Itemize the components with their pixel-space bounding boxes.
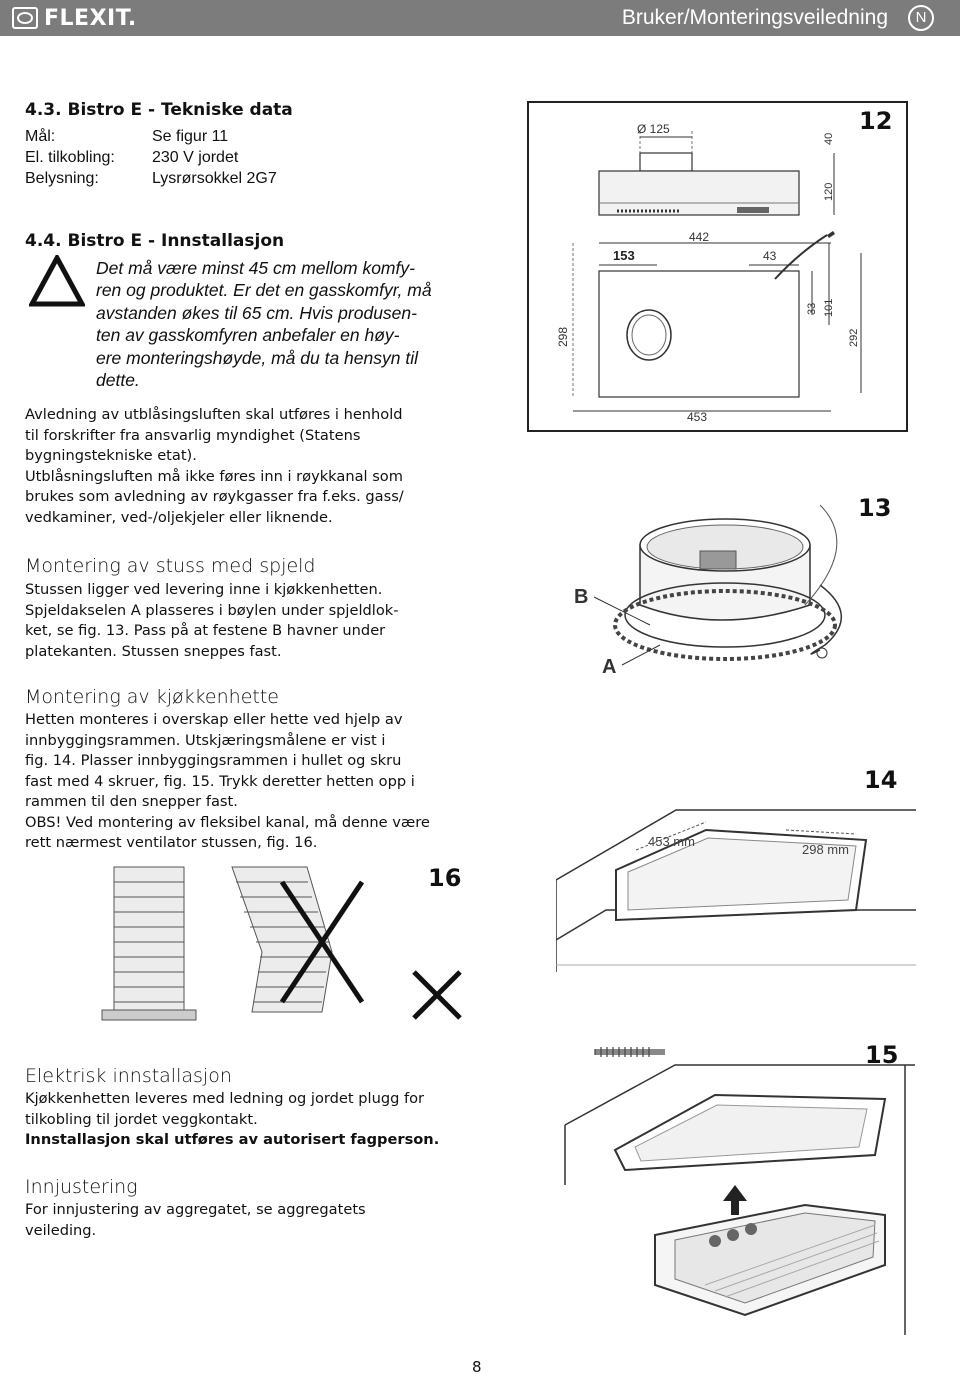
flexit-logo (12, 5, 137, 31)
dim-label: 43 (763, 249, 777, 263)
warning-line: Det må være minst 45 cm mellom komfy- (96, 258, 415, 278)
installation-body (25, 405, 404, 528)
warning-line: avstanden økes til 65 cm. Hvis produsen- (96, 302, 417, 323)
body-line: Avledning av utblåsingsluften skal utføres i henhold (25, 406, 403, 423)
warning-line: dette. (96, 370, 140, 391)
hette-body (25, 710, 430, 854)
warning-line: ere monteringshøyde, må du ta hensyn til (96, 347, 418, 368)
flex-duct-straight (102, 867, 196, 1020)
body-line: innbyggingsrammen. Utskjæringsmålene er vist i (25, 731, 386, 749)
body-line-bold: Innstallasjon skal utføres av autorisert fagperson. (25, 1131, 440, 1148)
spec-label: Mål: (25, 128, 56, 145)
body-line: ket, se fig. 13. Pass på at festene B havner under (25, 622, 386, 639)
elektrisk-heading: Elektrisk innstallasjon (25, 1065, 232, 1087)
figure-15-drawing (555, 1035, 915, 1345)
body-line: vedkaminer, ved-/oljekjeler eller liknende. (25, 508, 333, 526)
installation-title: 4.4. Bistro E - Innstallasjon (25, 231, 285, 251)
dim-label: 33 (806, 302, 818, 315)
body-line: fast med 4 skruer, fig. 15. Trykk deretter hetten opp i (25, 772, 415, 790)
figure-12-drawing (529, 103, 906, 430)
figure-15 (555, 1035, 915, 1345)
body-line: brukes som avledning av røykgasser fra f.eks. gass/ (25, 488, 404, 505)
label-a: A (602, 656, 617, 678)
dim-label: 153 (613, 248, 635, 263)
flexit-logo-icon (12, 7, 38, 29)
stuss-heading: Montering av stuss med spjeld (25, 555, 316, 577)
figure-14-drawing (556, 800, 916, 972)
dim-label: 292 (848, 328, 860, 347)
body-line: til forskrifter fra ansvarlig myndighet (Statens (25, 426, 361, 444)
body-line: tilkobling til jordet veggkontakt. (25, 1110, 258, 1128)
figure-16-drawing (22, 862, 492, 1022)
body-line: rammen til den snepper fast. (25, 793, 238, 810)
flex-duct-bent (232, 867, 332, 1012)
spec-value: Se figur 11 (152, 128, 229, 145)
body-line: fig. 14. Plasser innbyggingsrammen i hullet og skru (25, 752, 402, 769)
innjustering-body (25, 1200, 366, 1241)
stuss-body (25, 580, 399, 662)
spec-label: Belysning: (25, 170, 99, 187)
dim-label: 40 (823, 132, 835, 145)
body-line: For innjustering av aggregatet, se aggregatets (25, 1201, 366, 1218)
figure-12 (527, 101, 908, 432)
body-line: OBS! Ved montering av fleksibel kanal, må denne være (25, 813, 430, 831)
dim-label: 453 (687, 410, 708, 424)
spec-label: El. tilkobling: (25, 149, 115, 166)
hette-heading: Montering av kjøkkenhette (25, 686, 279, 708)
warning-triangle-icon (29, 255, 85, 307)
figure-13-number: 13 (858, 494, 892, 522)
elektrisk-body (25, 1089, 439, 1151)
figure-16-number: 16 (428, 864, 462, 892)
brand-name: FLEXIT. (44, 5, 137, 31)
spec-value: 230 V jordet (152, 149, 239, 166)
body-line: Utblåsningsluften må ikke føres inn i røykkanal som (25, 467, 403, 485)
dim-width-label: 453 mm (648, 834, 695, 849)
body-line: Stussen ligger ved levering inne i kjøkkenhetten. (25, 581, 383, 598)
warning-line: ren og produktet. Er det en gasskomfyr, må (96, 280, 432, 301)
body-line: Spjeldakselen A plasseres i bøylen under spjeldlok- (25, 601, 399, 619)
spec-value: Lysrørsokkel 2G7 (152, 170, 277, 187)
figure-15-number: 15 (865, 1041, 899, 1069)
body-line: bygningstekniske etat). (25, 447, 197, 464)
body-line: Hetten monteres i overskap eller hette ved hjelp av (25, 711, 403, 728)
dim-label: 442 (689, 230, 710, 244)
dim-depth-label: 298 mm (802, 842, 849, 857)
body-line: platekanten. Stussen sneppes fast. (25, 642, 282, 660)
body-line: rett nærmest ventilator stussen, fig. 16. (25, 834, 318, 851)
warning-line: ten av gasskomfyren anbefaler en høy- (96, 325, 400, 346)
label-b: B (574, 586, 589, 608)
figure-number: 12 (859, 107, 893, 135)
page-number: 8 (472, 1358, 482, 1376)
language-badge: N (908, 5, 934, 31)
body-line: veileding. (25, 1221, 97, 1239)
warning-text (96, 257, 481, 391)
figure-14-number: 14 (864, 766, 898, 794)
dim-label: Ø 125 (637, 122, 670, 136)
innjustering-heading: Innjustering (25, 1176, 138, 1198)
dim-label: 101 (823, 298, 835, 317)
body-line: Kjøkkenhetten leveres med ledning og jordet plugg for (25, 1090, 425, 1107)
screw-icon (595, 1047, 665, 1057)
tech-data-title: 4.3. Bistro E - Tekniske data (25, 100, 293, 120)
dim-label: 120 (823, 182, 835, 201)
document-title: Bruker/Monteringsveiledning (621, 6, 888, 29)
header-bar (0, 0, 960, 36)
dim-label: 298 (556, 326, 570, 347)
